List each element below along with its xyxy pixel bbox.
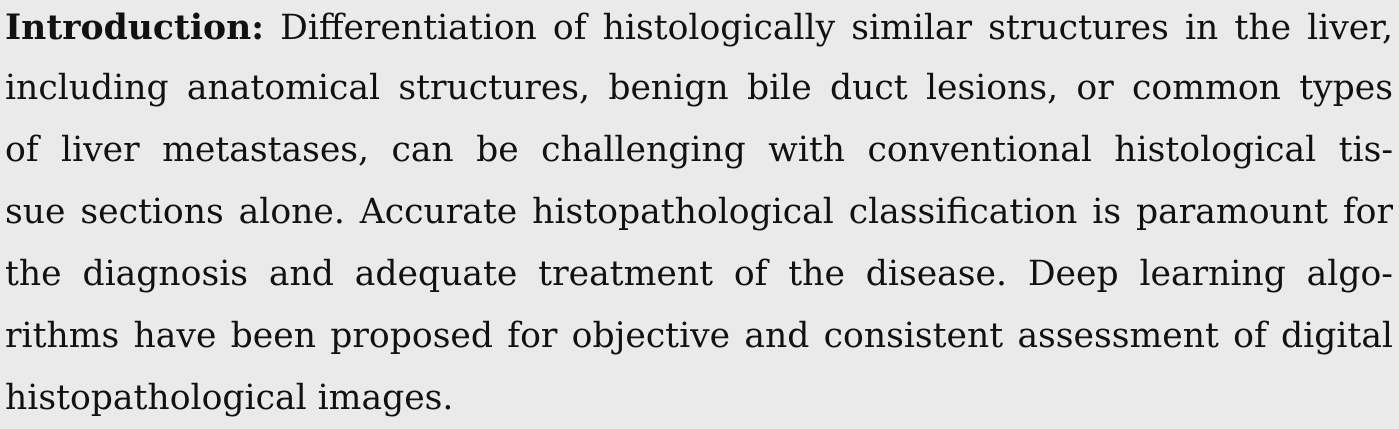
text-line-6: rithms have been proposed for objective and consistent assessment of digital [5,316,1393,356]
text-line-7: histopathological images. [5,378,454,418]
text-line-1 [5,0,1393,57]
text-line-2: including anatomical structures, benign bile duct lesions, or common types [5,68,1393,108]
text-line-5: the diagnosis and adequate treatment of the disease. Deep learning algo- [5,254,1393,294]
text-line-4: sue sections alone. Accurate histopathological classification is paramount for [5,192,1393,232]
text-line-1-body: Differentiation of histologically similar structures in the liver, [280,8,1393,48]
text-line-3: of liver metastases, can be challenging with conventional histological tis- [5,130,1393,170]
section-label: Introduction: [5,8,265,48]
